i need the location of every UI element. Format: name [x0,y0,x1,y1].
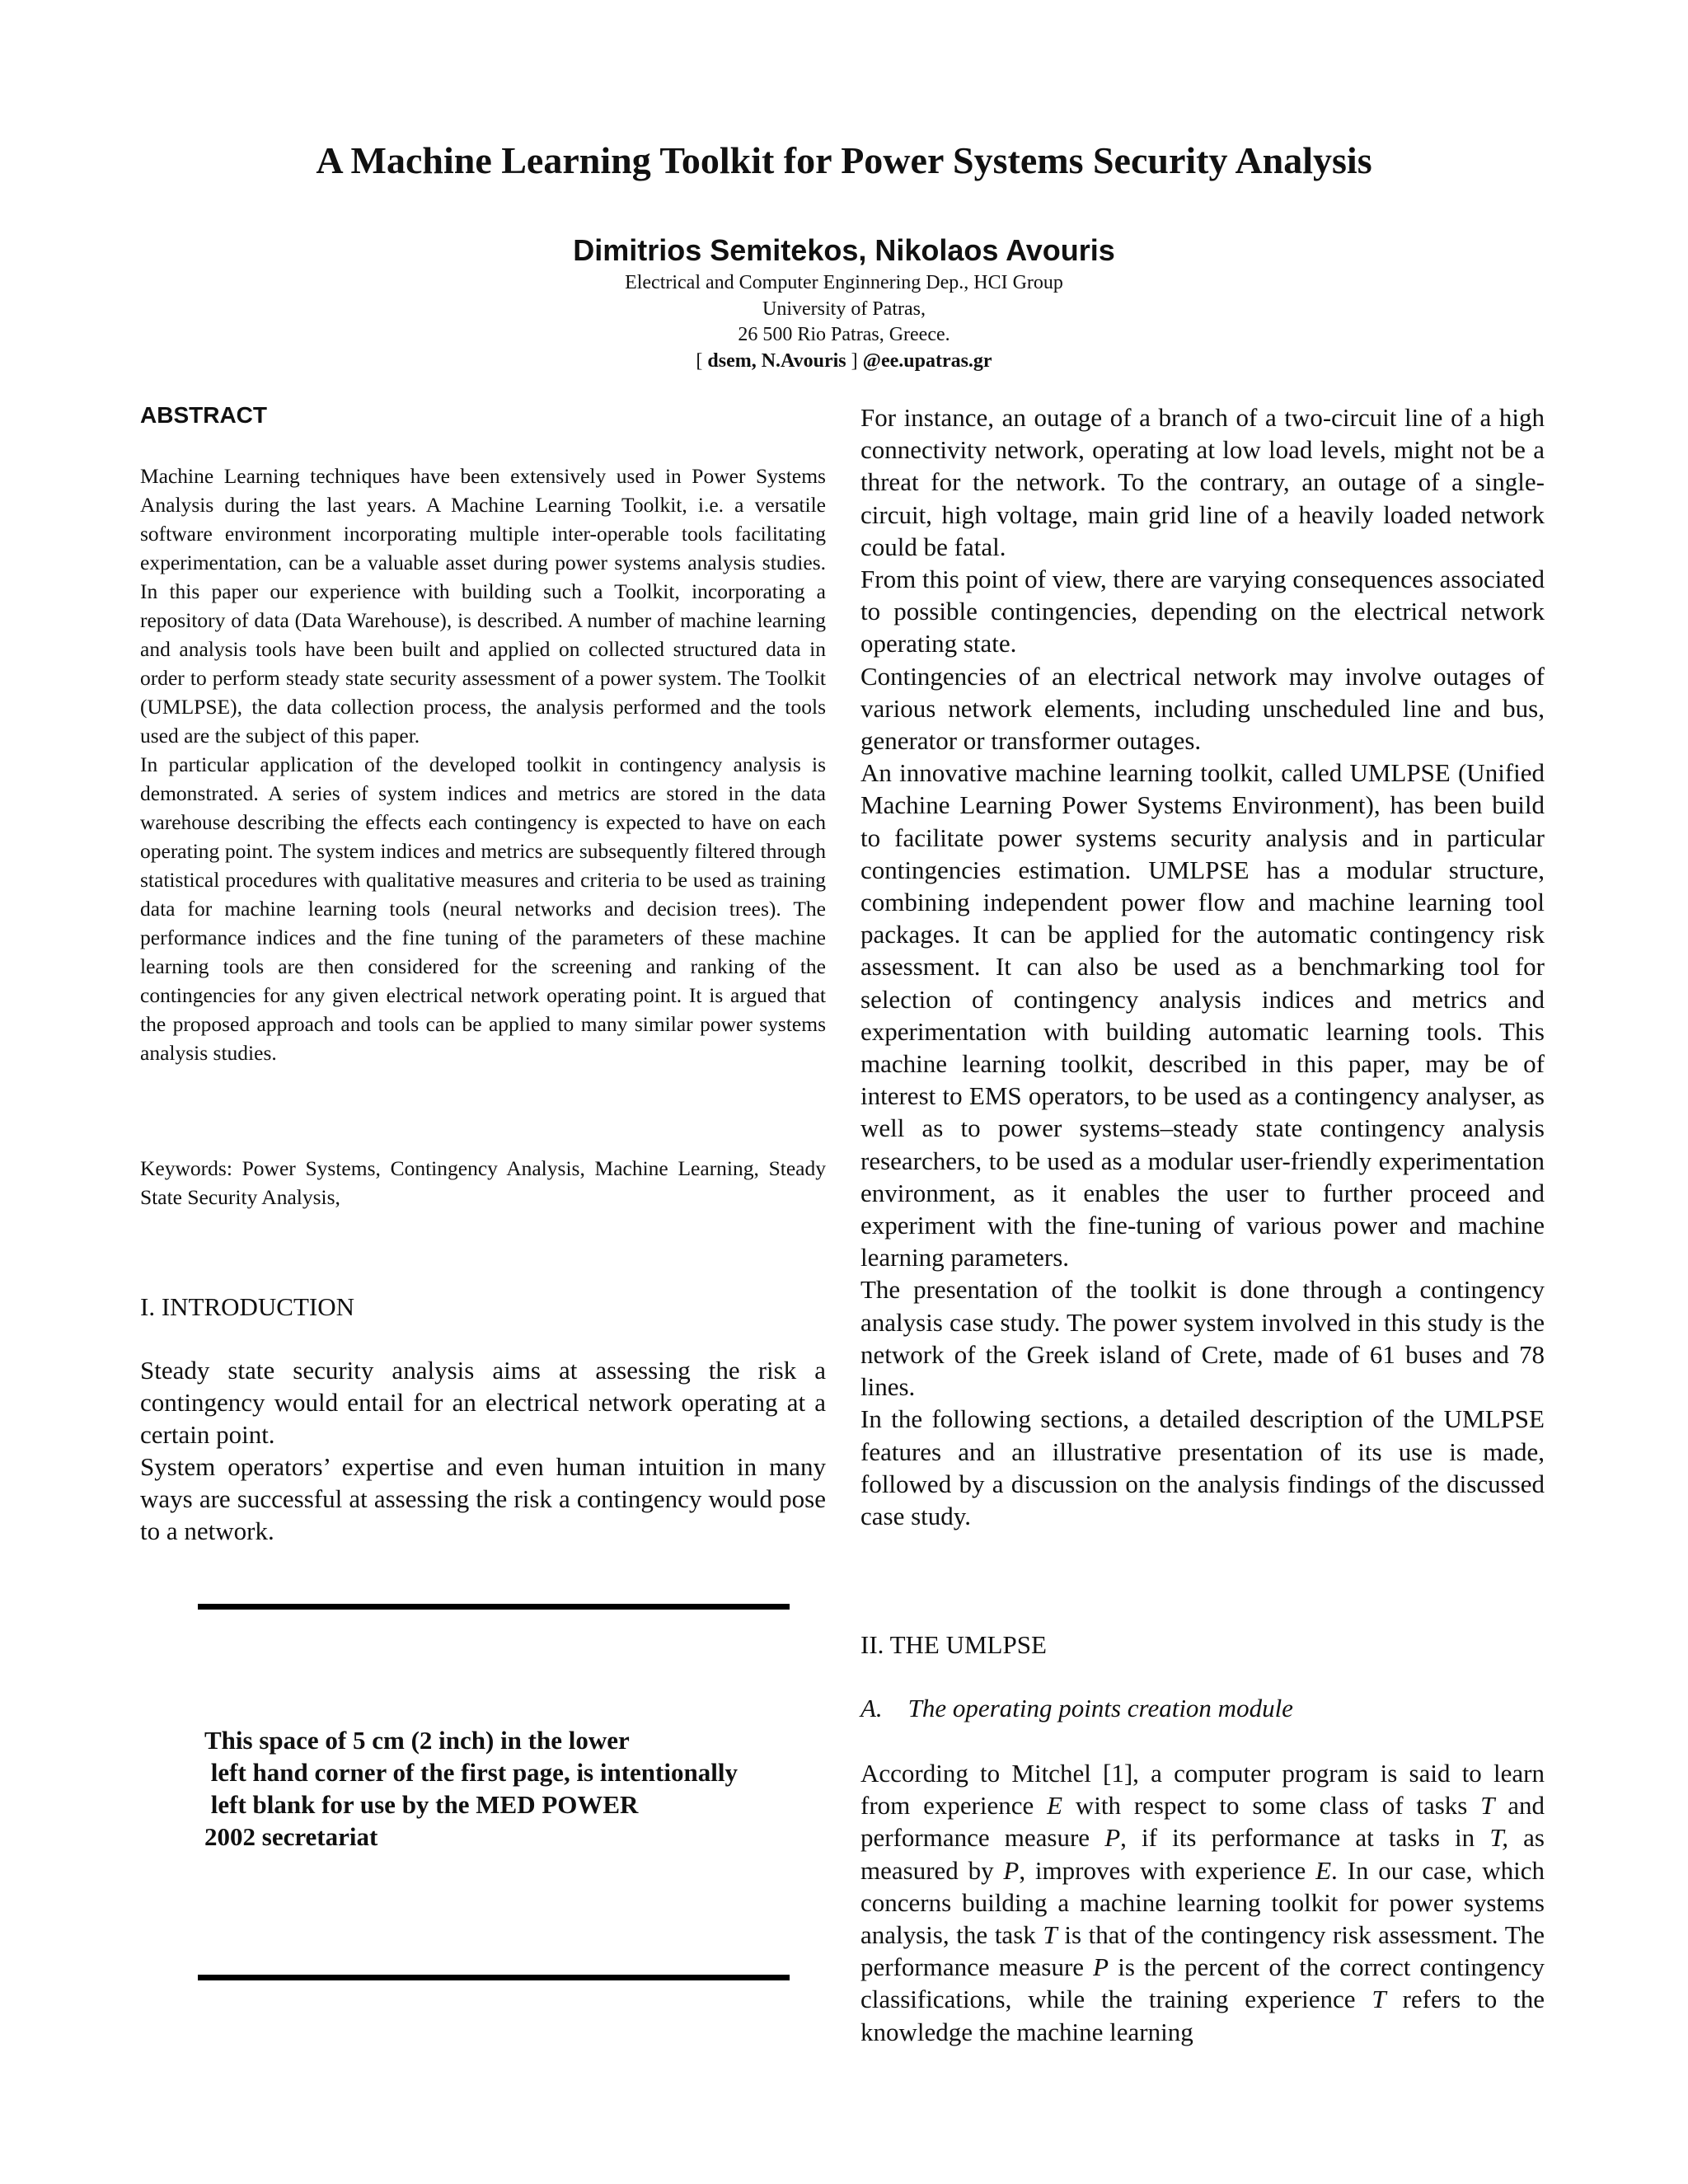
section-heading-introduction: I. INTRODUCTION [140,1292,355,1321]
text-run: . In our case, which concerns building a machine learning toolkit for power systems analysis, the task [860,1855,1545,1950]
variable-e: E [1315,1855,1331,1885]
introduction-paragraph: System operators’ expertise and even human intuition in many ways are successful at assessing the risk a contingency would pose to a network. [140,1452,826,1545]
body-paragraph: The presentation of the toolkit is done through a contingency analysis case study. The power system involved in this study is the network of the Greek island of Crete, made of 61 buses and 78 lines. [860,1275,1545,1402]
body-paragraph: For instance, an outage of a branch of a two-circuit line of a high connectivity network, operating at low load levels, might not be a threat for the network. To the contrary, an outage of a single-circuit, high voltage, main grid line of a heavily loaded network could be fatal. [860,403,1545,561]
abstract-paragraph: Machine Learning techniques have been extensively used in Power Systems Analysis during the last years. A Machine Learning Toolkit, i.e. a versatile software environment incorporating multiple inter-operable tools facilitating experimentation, can be a valuable asset during power systems analysis studies. In this paper our experience with building such a Toolkit, incorporating a repository of data (Data Warehouse), is described. A number of machine learning and analysis tools have been built and applied on collected structured data in order to perform steady state security assessment of a power system. The Toolkit (UMLPSE), the data collection process, the analysis performed and the tools used are the subject of this paper. [140,464,826,748]
abstract-paragraph: In particular application of the developed toolkit in contingency analysis is demonstrated. A series of system indices and metrics are stored in the data warehouse describing the effects each contingency is expected to have on each operating point. The system indices and metrics are subsequently filtered through statistical procedures with qualitative measures and criteria to be used as training data for machine learning tools (neural networks and decision trees). The performance indices and the fine tuning of the parameters of these machine learning tools are then considered for the screening and ranking of the contingencies for any given electrical network operating point. It is argued that the proposed approach and tools can be applied to many similar power systems analysis studies. [140,752,826,1065]
variable-p: P [1104,1823,1121,1853]
keywords: Keywords: Power Systems, Contingency Analysis, Machine Learning, Steady State Security Analysis, [140,1156,826,1209]
text-run: as measured by [860,1823,1545,1885]
reserved-space-line: left hand corner of the first page, is intentionally [204,1758,738,1787]
variable-p: P [1093,1952,1109,1982]
body-paragraph: An innovative machine learning toolkit, called UMLPSE (Unified Machine Learning Power Systems Environment), has been build to facilitate power systems security analysis and in particular contingencies estimation. UMLPSE has a modular structure, combining independent power flow and machine learning tool packages. It can be applied for the automatic contingency risk assessment. It can also be used as a benchmarking tool for selection of contingency analysis indices and metrics and experimentation with building automatic learning tools. This machine learning toolkit, described in this paper, may be of interest to EMS operators, to be used as a contingency analyser, as well as to power systems–steady state contingency analysis researchers, to be used as a modular user-friendly experimentation environment, as it enables the user to further proceed and experiment with the fine-tuning of various power and machine learning parameters. [860,758,1545,1272]
reserved-space-note [204,1724,798,1853]
affiliation-university: University of Patras, [762,298,926,320]
body-paragraph: From this point of view, there are varying consequences associated to possible contingencies, depending on the electrical network operating state. [860,565,1545,658]
subsection-heading: A. The operating points creation module [860,1694,1293,1722]
blank-space-bottom-rule [198,1975,790,1980]
variable-e: E [1047,1791,1063,1821]
affiliation-address: 26 500 Rio Patras, Greece. [738,324,950,345]
blank-space-top-rule [198,1604,790,1610]
text-run: According to Mitchel [1], a computer program is said to learn from experience [860,1759,1545,1821]
text-run: with respect to some class of tasks [1062,1791,1481,1821]
variable-t: T [1480,1791,1495,1821]
section-heading-umlpse: II. THE UMLPSE [860,1630,1047,1659]
abstract-heading: ABSTRACT [140,402,267,428]
email-bracket-open: [ [696,349,708,372]
text-run: is that of the contingency risk assessment. The performance measure [860,1920,1545,1982]
introduction-body [140,1354,826,1547]
variable-p: P [1003,1855,1020,1885]
paper-title: A Machine Learning Toolkit for Power Systems Security Analysis [316,139,1372,181]
ml-definition-paragraph [860,1757,1545,2048]
reserved-space-line: This space of 5 cm (2 inch) in the lower [204,1726,630,1755]
text-run: , improves with experience [1019,1855,1316,1885]
variable-t: T [1043,1920,1057,1950]
affiliation-department: Electrical and Computer Enginnering Dep., HCI Group [625,272,1063,293]
affiliation-block [0,270,1688,374]
introduction-paragraph: Steady state security analysis aims at assessing the risk a contingency would entail for an electrical network operating at a certain point. [140,1356,826,1449]
text-run: and performance measure [860,1791,1545,1853]
right-column-body [860,401,1545,1532]
email-names: dsem, N.Avouris [707,349,846,372]
authors: Dimitrios Semitekos, Nikolaos Avouris [573,233,1115,267]
body-paragraph: In the following sections, a detailed description of the UMLPSE features and an illustrative presentation of its use is made, followed by a discussion on the analysis findings of the discussed case study. [860,1404,1545,1530]
abstract-body [140,462,826,1067]
email-domain: @ee.upatras.gr [862,349,992,372]
email-bracket-close: ] [846,349,863,372]
text-run: , if its performance at tasks in [1120,1823,1490,1853]
body-paragraph: Contingencies of an electrical network may involve outages of various network elements, including unscheduled line and bus, generator or transformer outages. [860,661,1545,756]
reserved-space-line: 2002 secretariat [204,1822,378,1851]
variable-t: T [1372,1985,1386,2014]
text-run: refers to the knowledge the machine learning [860,1985,1545,2046]
text-run: is the percent of the correct contingency classifications, while the training experience [860,1952,1545,2014]
affiliation-email [0,349,1688,375]
reserved-space-line: left blank for use by the MED POWER [204,1790,639,1819]
variable-t: T, [1489,1823,1509,1853]
